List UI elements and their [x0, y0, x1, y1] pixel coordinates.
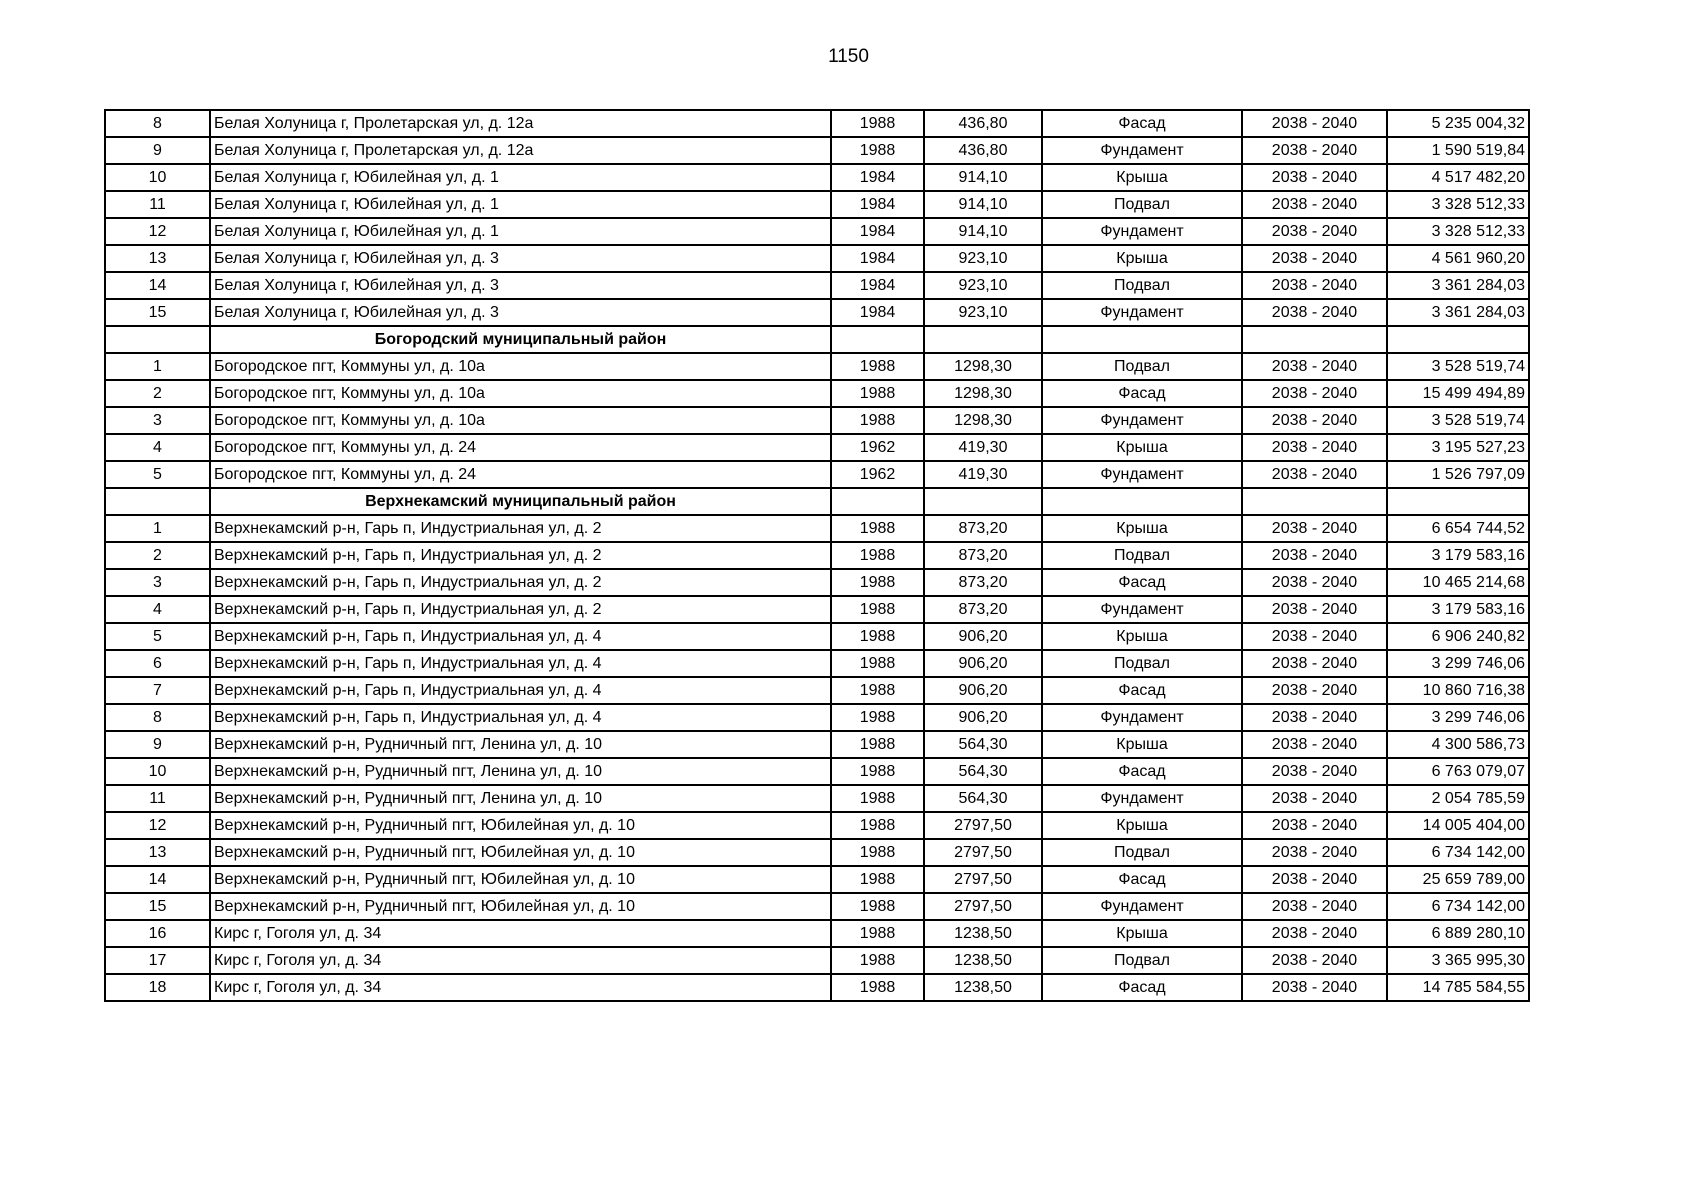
area-cell: 873,20: [924, 542, 1042, 569]
table-row: [105, 785, 1529, 812]
row-number: 4: [105, 434, 210, 461]
year-cell: 1984: [831, 272, 924, 299]
table-row: [105, 110, 1529, 137]
year-cell: 1988: [831, 569, 924, 596]
period-cell: 2038 - 2040: [1242, 596, 1387, 623]
area-cell: 923,10: [924, 245, 1042, 272]
year-cell: 1988: [831, 839, 924, 866]
area-cell: 419,30: [924, 461, 1042, 488]
cost-cell: 3 328 512,33: [1387, 191, 1529, 218]
area-cell: 564,30: [924, 785, 1042, 812]
table-row: [105, 380, 1529, 407]
cost-cell: 6 889 280,10: [1387, 920, 1529, 947]
address-cell: Верхнекамский р-н, Рудничный пгт, Ленина ул, д. 10: [210, 758, 831, 785]
address-cell: Верхнекамский р-н, Рудничный пгт, Ленина ул, д. 10: [210, 731, 831, 758]
area-cell: 914,10: [924, 191, 1042, 218]
cost-cell: 3 528 519,74: [1387, 353, 1529, 380]
row-number: 5: [105, 623, 210, 650]
address-cell: Верхнекамский р-н, Гарь п, Индустриальная ул, д. 4: [210, 623, 831, 650]
row-number: 12: [105, 218, 210, 245]
area-cell: 2797,50: [924, 812, 1042, 839]
table-row: [105, 461, 1529, 488]
area-cell: 1298,30: [924, 380, 1042, 407]
table-row: [105, 353, 1529, 380]
row-number: 12: [105, 812, 210, 839]
row-number: 15: [105, 299, 210, 326]
year-cell: 1984: [831, 164, 924, 191]
row-number: 1: [105, 353, 210, 380]
period-cell: 2038 - 2040: [1242, 137, 1387, 164]
address-cell: Верхнекамский р-н, Рудничный пгт, Юбилейная ул, д. 10: [210, 812, 831, 839]
row-number: 2: [105, 542, 210, 569]
area-cell: 436,80: [924, 110, 1042, 137]
work-type-cell: Фасад: [1042, 677, 1242, 704]
period-cell: 2038 - 2040: [1242, 623, 1387, 650]
address-cell: Верхнекамский р-н, Гарь п, Индустриальная ул, д. 2: [210, 515, 831, 542]
empty-cell: [1387, 326, 1529, 353]
row-number: 15: [105, 893, 210, 920]
work-type-cell: Крыша: [1042, 245, 1242, 272]
period-cell: 2038 - 2040: [1242, 812, 1387, 839]
cost-cell: 5 235 004,32: [1387, 110, 1529, 137]
year-cell: 1988: [831, 542, 924, 569]
work-type-cell: Крыша: [1042, 812, 1242, 839]
period-cell: 2038 - 2040: [1242, 434, 1387, 461]
page-number: 1150: [828, 46, 869, 67]
cost-cell: 6 763 079,07: [1387, 758, 1529, 785]
year-cell: 1962: [831, 434, 924, 461]
work-type-cell: Фундамент: [1042, 704, 1242, 731]
address-cell: Белая Холуница г, Юбилейная ул, д. 1: [210, 218, 831, 245]
table-row: [105, 839, 1529, 866]
cost-cell: 10 465 214,68: [1387, 569, 1529, 596]
table-body: [105, 110, 1529, 1001]
period-cell: 2038 - 2040: [1242, 866, 1387, 893]
district-name: Верхнекамский муниципальный район: [210, 488, 831, 515]
work-type-cell: Крыша: [1042, 164, 1242, 191]
year-cell: 1988: [831, 110, 924, 137]
period-cell: 2038 - 2040: [1242, 650, 1387, 677]
work-type-cell: Подвал: [1042, 191, 1242, 218]
area-cell: 923,10: [924, 299, 1042, 326]
table-row: [105, 947, 1529, 974]
district-header-row: [105, 326, 1529, 353]
year-cell: 1988: [831, 866, 924, 893]
period-cell: 2038 - 2040: [1242, 785, 1387, 812]
period-cell: 2038 - 2040: [1242, 704, 1387, 731]
year-cell: 1988: [831, 623, 924, 650]
area-cell: 923,10: [924, 272, 1042, 299]
period-cell: 2038 - 2040: [1242, 110, 1387, 137]
row-number: 11: [105, 785, 210, 812]
empty-cell: [105, 488, 210, 515]
period-cell: 2038 - 2040: [1242, 974, 1387, 1001]
table-row: [105, 893, 1529, 920]
work-type-cell: Фундамент: [1042, 407, 1242, 434]
period-cell: 2038 - 2040: [1242, 191, 1387, 218]
empty-cell: [831, 326, 924, 353]
row-number: 7: [105, 677, 210, 704]
row-number: 18: [105, 974, 210, 1001]
area-cell: 873,20: [924, 569, 1042, 596]
area-cell: 564,30: [924, 731, 1042, 758]
period-cell: 2038 - 2040: [1242, 893, 1387, 920]
table-row: [105, 758, 1529, 785]
row-number: 11: [105, 191, 210, 218]
area-cell: 906,20: [924, 677, 1042, 704]
row-number: 14: [105, 272, 210, 299]
row-number: 4: [105, 596, 210, 623]
work-type-cell: Фундамент: [1042, 218, 1242, 245]
cost-cell: 2 054 785,59: [1387, 785, 1529, 812]
area-cell: 1298,30: [924, 407, 1042, 434]
cost-cell: 6 734 142,00: [1387, 839, 1529, 866]
table-row: [105, 245, 1529, 272]
year-cell: 1988: [831, 407, 924, 434]
work-type-cell: Фундамент: [1042, 785, 1242, 812]
cost-cell: 3 195 527,23: [1387, 434, 1529, 461]
table-row: [105, 542, 1529, 569]
period-cell: 2038 - 2040: [1242, 461, 1387, 488]
work-type-cell: Фундамент: [1042, 596, 1242, 623]
cost-cell: 3 299 746,06: [1387, 704, 1529, 731]
table-row: [105, 272, 1529, 299]
table-row: [105, 704, 1529, 731]
table-row: [105, 191, 1529, 218]
area-cell: 2797,50: [924, 839, 1042, 866]
cost-cell: 15 499 494,89: [1387, 380, 1529, 407]
period-cell: 2038 - 2040: [1242, 515, 1387, 542]
year-cell: 1988: [831, 650, 924, 677]
table-row: [105, 299, 1529, 326]
empty-cell: [1242, 326, 1387, 353]
area-cell: 914,10: [924, 164, 1042, 191]
row-number: 10: [105, 164, 210, 191]
row-number: 1: [105, 515, 210, 542]
period-cell: 2038 - 2040: [1242, 353, 1387, 380]
work-type-cell: Крыша: [1042, 731, 1242, 758]
district-header-row: [105, 488, 1529, 515]
cost-cell: 3 361 284,03: [1387, 272, 1529, 299]
work-type-cell: Крыша: [1042, 434, 1242, 461]
year-cell: 1988: [831, 758, 924, 785]
year-cell: 1988: [831, 353, 924, 380]
cost-cell: 25 659 789,00: [1387, 866, 1529, 893]
row-number: 3: [105, 407, 210, 434]
empty-cell: [1042, 488, 1242, 515]
period-cell: 2038 - 2040: [1242, 407, 1387, 434]
year-cell: 1984: [831, 245, 924, 272]
area-cell: 1298,30: [924, 353, 1042, 380]
period-cell: 2038 - 2040: [1242, 947, 1387, 974]
address-cell: Белая Холуница г, Юбилейная ул, д. 3: [210, 245, 831, 272]
area-cell: 2797,50: [924, 893, 1042, 920]
table-row: [105, 731, 1529, 758]
address-cell: Богородское пгт, Коммуны ул, д. 24: [210, 461, 831, 488]
row-number: 8: [105, 110, 210, 137]
address-cell: Кирс г, Гоголя ул, д. 34: [210, 947, 831, 974]
period-cell: 2038 - 2040: [1242, 839, 1387, 866]
address-cell: Верхнекамский р-н, Рудничный пгт, Юбилейная ул, д. 10: [210, 893, 831, 920]
row-number: 9: [105, 731, 210, 758]
cost-cell: 3 361 284,03: [1387, 299, 1529, 326]
row-number: 10: [105, 758, 210, 785]
period-cell: 2038 - 2040: [1242, 569, 1387, 596]
empty-cell: [1242, 488, 1387, 515]
year-cell: 1988: [831, 137, 924, 164]
cost-cell: 4 561 960,20: [1387, 245, 1529, 272]
address-cell: Верхнекамский р-н, Гарь п, Индустриальная ул, д. 2: [210, 569, 831, 596]
address-cell: Верхнекамский р-н, Гарь п, Индустриальная ул, д. 4: [210, 704, 831, 731]
cost-cell: 4 517 482,20: [1387, 164, 1529, 191]
area-cell: 436,80: [924, 137, 1042, 164]
table-row: [105, 677, 1529, 704]
work-type-cell: Крыша: [1042, 515, 1242, 542]
row-number: 3: [105, 569, 210, 596]
address-cell: Верхнекамский р-н, Рудничный пгт, Юбилейная ул, д. 10: [210, 839, 831, 866]
area-cell: 873,20: [924, 596, 1042, 623]
address-cell: Богородское пгт, Коммуны ул, д. 10а: [210, 353, 831, 380]
cost-cell: 3 365 995,30: [1387, 947, 1529, 974]
table-row: [105, 407, 1529, 434]
cost-cell: 3 299 746,06: [1387, 650, 1529, 677]
period-cell: 2038 - 2040: [1242, 758, 1387, 785]
area-cell: 419,30: [924, 434, 1042, 461]
year-cell: 1988: [831, 515, 924, 542]
address-cell: Верхнекамский р-н, Гарь п, Индустриальная ул, д. 4: [210, 677, 831, 704]
address-cell: Белая Холуница г, Пролетарская ул, д. 12а: [210, 110, 831, 137]
cost-cell: 6 654 744,52: [1387, 515, 1529, 542]
capital-repair-table: [104, 109, 1530, 1002]
work-type-cell: Фасад: [1042, 569, 1242, 596]
work-type-cell: Фасад: [1042, 758, 1242, 785]
work-type-cell: Фасад: [1042, 110, 1242, 137]
work-type-cell: Фундамент: [1042, 893, 1242, 920]
address-cell: Верхнекамский р-н, Гарь п, Индустриальная ул, д. 4: [210, 650, 831, 677]
row-number: 8: [105, 704, 210, 731]
year-cell: 1988: [831, 704, 924, 731]
table-row: [105, 650, 1529, 677]
work-type-cell: Подвал: [1042, 353, 1242, 380]
cost-cell: 3 528 519,74: [1387, 407, 1529, 434]
empty-cell: [1387, 488, 1529, 515]
period-cell: 2038 - 2040: [1242, 299, 1387, 326]
address-cell: Верхнекамский р-н, Гарь п, Индустриальная ул, д. 2: [210, 542, 831, 569]
work-type-cell: Подвал: [1042, 650, 1242, 677]
cost-cell: 3 328 512,33: [1387, 218, 1529, 245]
period-cell: 2038 - 2040: [1242, 164, 1387, 191]
cost-cell: 10 860 716,38: [1387, 677, 1529, 704]
area-cell: 906,20: [924, 704, 1042, 731]
year-cell: 1984: [831, 299, 924, 326]
work-type-cell: Фундамент: [1042, 137, 1242, 164]
table-row: [105, 974, 1529, 1001]
area-cell: 1238,50: [924, 974, 1042, 1001]
row-number: 9: [105, 137, 210, 164]
area-cell: 906,20: [924, 650, 1042, 677]
address-cell: Кирс г, Гоголя ул, д. 34: [210, 974, 831, 1001]
work-type-cell: Подвал: [1042, 272, 1242, 299]
year-cell: 1962: [831, 461, 924, 488]
table-row: [105, 569, 1529, 596]
work-type-cell: Фундамент: [1042, 299, 1242, 326]
work-type-cell: Подвал: [1042, 947, 1242, 974]
table-row: [105, 623, 1529, 650]
table-row: [105, 812, 1529, 839]
address-cell: Богородское пгт, Коммуны ул, д. 24: [210, 434, 831, 461]
year-cell: 1988: [831, 947, 924, 974]
year-cell: 1988: [831, 974, 924, 1001]
empty-cell: [105, 326, 210, 353]
address-cell: Богородское пгт, Коммуны ул, д. 10а: [210, 407, 831, 434]
year-cell: 1984: [831, 218, 924, 245]
district-name: Богородский муниципальный район: [210, 326, 831, 353]
empty-cell: [924, 326, 1042, 353]
area-cell: 2797,50: [924, 866, 1042, 893]
area-cell: 873,20: [924, 515, 1042, 542]
cost-cell: 1 526 797,09: [1387, 461, 1529, 488]
address-cell: Верхнекамский р-н, Рудничный пгт, Юбилейная ул, д. 10: [210, 866, 831, 893]
period-cell: 2038 - 2040: [1242, 731, 1387, 758]
year-cell: 1988: [831, 812, 924, 839]
year-cell: 1988: [831, 731, 924, 758]
row-number: 17: [105, 947, 210, 974]
work-type-cell: Фундамент: [1042, 461, 1242, 488]
address-cell: Белая Холуница г, Юбилейная ул, д. 1: [210, 164, 831, 191]
address-cell: Белая Холуница г, Юбилейная ул, д. 3: [210, 272, 831, 299]
row-number: 5: [105, 461, 210, 488]
work-type-cell: Крыша: [1042, 623, 1242, 650]
row-number: 14: [105, 866, 210, 893]
period-cell: 2038 - 2040: [1242, 272, 1387, 299]
period-cell: 2038 - 2040: [1242, 542, 1387, 569]
address-cell: Белая Холуница г, Юбилейная ул, д. 3: [210, 299, 831, 326]
period-cell: 2038 - 2040: [1242, 920, 1387, 947]
year-cell: 1988: [831, 596, 924, 623]
address-cell: Верхнекамский р-н, Рудничный пгт, Ленина ул, д. 10: [210, 785, 831, 812]
cost-cell: 6 906 240,82: [1387, 623, 1529, 650]
year-cell: 1988: [831, 893, 924, 920]
period-cell: 2038 - 2040: [1242, 245, 1387, 272]
work-type-cell: Фасад: [1042, 380, 1242, 407]
row-number: 16: [105, 920, 210, 947]
table-row: [105, 596, 1529, 623]
table-row: [105, 866, 1529, 893]
empty-cell: [924, 488, 1042, 515]
work-type-cell: Фасад: [1042, 974, 1242, 1001]
address-cell: Верхнекамский р-н, Гарь п, Индустриальная ул, д. 2: [210, 596, 831, 623]
address-cell: Кирс г, Гоголя ул, д. 34: [210, 920, 831, 947]
cost-cell: 3 179 583,16: [1387, 596, 1529, 623]
cost-cell: 1 590 519,84: [1387, 137, 1529, 164]
row-number: 2: [105, 380, 210, 407]
area-cell: 1238,50: [924, 920, 1042, 947]
year-cell: 1988: [831, 920, 924, 947]
area-cell: 564,30: [924, 758, 1042, 785]
cost-cell: 4 300 586,73: [1387, 731, 1529, 758]
work-type-cell: Подвал: [1042, 839, 1242, 866]
cost-cell: 3 179 583,16: [1387, 542, 1529, 569]
cost-cell: 6 734 142,00: [1387, 893, 1529, 920]
row-number: 13: [105, 245, 210, 272]
area-cell: 1238,50: [924, 947, 1042, 974]
table-row: [105, 218, 1529, 245]
year-cell: 1988: [831, 380, 924, 407]
table-row: [105, 515, 1529, 542]
period-cell: 2038 - 2040: [1242, 218, 1387, 245]
cost-cell: 14 005 404,00: [1387, 812, 1529, 839]
address-cell: Богородское пгт, Коммуны ул, д. 10а: [210, 380, 831, 407]
table-row: [105, 434, 1529, 461]
row-number: 13: [105, 839, 210, 866]
work-type-cell: Подвал: [1042, 542, 1242, 569]
year-cell: 1984: [831, 191, 924, 218]
table-row: [105, 164, 1529, 191]
year-cell: 1988: [831, 785, 924, 812]
row-number: 6: [105, 650, 210, 677]
work-type-cell: Фасад: [1042, 866, 1242, 893]
table-row: [105, 920, 1529, 947]
area-cell: 914,10: [924, 218, 1042, 245]
address-cell: Белая Холуница г, Пролетарская ул, д. 12а: [210, 137, 831, 164]
cost-cell: 14 785 584,55: [1387, 974, 1529, 1001]
area-cell: 906,20: [924, 623, 1042, 650]
year-cell: 1988: [831, 677, 924, 704]
address-cell: Белая Холуница г, Юбилейная ул, д. 1: [210, 191, 831, 218]
empty-cell: [831, 488, 924, 515]
empty-cell: [1042, 326, 1242, 353]
period-cell: 2038 - 2040: [1242, 380, 1387, 407]
work-type-cell: Крыша: [1042, 920, 1242, 947]
period-cell: 2038 - 2040: [1242, 677, 1387, 704]
table-row: [105, 137, 1529, 164]
